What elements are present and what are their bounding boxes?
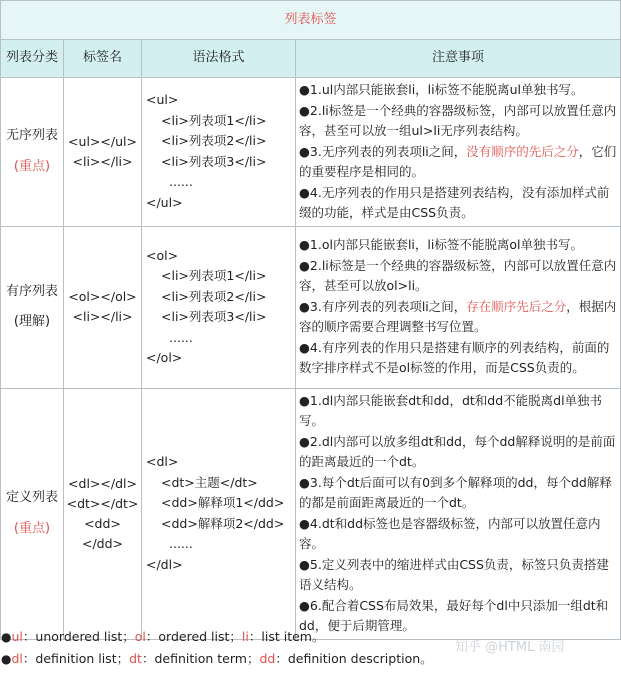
note-item: ●2.dl内部可以放多组dt和dd，每个dd解释说明的是前面的距离最近的一个dt。 bbox=[299, 433, 616, 469]
syntax-line: <ol> bbox=[146, 247, 179, 263]
category-cell bbox=[1, 388, 64, 639]
footnote-line: ●ul：unordered list；ol：ordered list；li：list item。 bbox=[1, 629, 325, 644]
abbr-term: ul bbox=[11, 629, 23, 644]
syntax-line: ...... bbox=[169, 329, 193, 345]
note-item: ●4.无序列表的作用只是搭建列表结构，没有添加样式前缀的功能，样式是由CSS负责。 bbox=[299, 184, 610, 220]
tag-name-cell bbox=[64, 78, 142, 227]
abbr-term: ol bbox=[134, 629, 146, 644]
note-item: ●1.dl内部只能嵌套dt和dd，dt和dd不能脱离dl单独书写。 bbox=[299, 392, 603, 428]
syntax-line: <dl> bbox=[146, 454, 179, 469]
note-item bbox=[299, 142, 617, 183]
note-highlight: 没有顺序的先后之分 bbox=[466, 143, 579, 159]
category-label: 定义列表 bbox=[5, 490, 58, 505]
category-note: (理解) bbox=[13, 314, 51, 329]
table-row bbox=[1, 226, 621, 388]
abbr-definition: definition description。 bbox=[287, 651, 433, 666]
note-item: ●1.ol内部只能嵌套li，li标签不能脱离ol单独书写。 bbox=[299, 237, 583, 253]
watermark: 知乎 @HTML 南园 bbox=[455, 640, 565, 655]
footnote-line: ●dl：definition list；dt：definition term；dd：definition description。 bbox=[1, 651, 433, 666]
notes-cell bbox=[296, 78, 621, 227]
note-highlight: 存在顺序先后之分 bbox=[466, 298, 567, 314]
syntax-cell bbox=[142, 226, 296, 388]
syntax-line: <ul> bbox=[146, 92, 179, 108]
table-header-row bbox=[1, 40, 621, 78]
tag-name: <dd></dd> bbox=[81, 515, 124, 551]
abbr-definition: unordered list； bbox=[35, 629, 135, 644]
note-item: ●4.有序列表的作用只是搭建有顺序的列表结构，前面的数字排序样式不是ol标签的作用，而是CSS负责的。 bbox=[299, 339, 610, 376]
tag-name: <ol></ol> bbox=[68, 289, 137, 304]
syntax-line: <li>列表项3</li> bbox=[161, 153, 267, 169]
tag-name-cell bbox=[64, 388, 142, 639]
category-cell bbox=[1, 78, 64, 227]
category-label: 无序列表 bbox=[5, 128, 58, 144]
category-note: (重点) bbox=[13, 520, 51, 536]
header-syntax: 语法格式 bbox=[142, 40, 296, 78]
abbr-term: dl bbox=[11, 651, 23, 666]
header-category: 列表分类 bbox=[1, 40, 64, 78]
syntax-line: ...... bbox=[169, 174, 193, 190]
tag-name: <li></li> bbox=[72, 153, 133, 169]
tag-name: <dl></dl> bbox=[68, 475, 137, 491]
note-item: ●3.每个dt后面可以有0到多个解释项的dd，每个dd解释的都是前面距离最近的一个dt。 bbox=[299, 474, 612, 510]
tag-name-cell bbox=[64, 226, 142, 388]
notes-cell bbox=[296, 388, 621, 639]
syntax-line: <li>列表项1</li> bbox=[161, 112, 267, 128]
note-item bbox=[299, 297, 617, 338]
note-item: ●5.定义列表中的缩进样式由CSS负责，标签只负责搭建语义结构。 bbox=[299, 556, 609, 592]
tag-name: <li></li> bbox=[72, 309, 133, 324]
syntax-line: </ul> bbox=[146, 194, 183, 210]
abbr-definition: definition list； bbox=[35, 651, 130, 666]
header-tag-name: 标签名 bbox=[64, 40, 142, 78]
note-item: ●2.li标签是一个经典的容器级标签，内部可以放置任意内容，甚至可以放ol>li。 bbox=[299, 257, 617, 294]
syntax-line: <dd>解释项2</dd> bbox=[161, 515, 285, 531]
abbr-definition: list item。 bbox=[261, 629, 325, 644]
syntax-cell bbox=[142, 388, 296, 639]
syntax-line: <dd>解释项1</dd> bbox=[161, 495, 285, 510]
category-cell bbox=[1, 226, 64, 388]
abbr-definition: ordered list； bbox=[158, 629, 242, 644]
syntax-line: </ol> bbox=[146, 350, 183, 365]
syntax-line: <li>列表项2</li> bbox=[161, 288, 267, 304]
notes-cell bbox=[296, 226, 621, 388]
bullet-icon: ● bbox=[1, 652, 12, 666]
note-text: ●3.有序列表的列表项li之间， bbox=[299, 298, 467, 314]
abbr-definition: definition term； bbox=[154, 651, 260, 666]
syntax-line: ...... bbox=[169, 536, 193, 551]
syntax-line: <dt>主题</dt> bbox=[161, 474, 258, 490]
table-title: 列表标签 bbox=[1, 1, 621, 40]
note-item: ●4.dt和dd标签也是容器级标签，内部可以放置任意内容。 bbox=[299, 515, 601, 551]
table-row bbox=[1, 388, 621, 639]
category-label: 有序列表 bbox=[5, 283, 58, 299]
abbr-term: dd bbox=[259, 651, 276, 666]
abbr-term: li bbox=[241, 629, 249, 644]
tag-name: <ul></ul> bbox=[68, 133, 137, 149]
bullet-icon: ● bbox=[1, 630, 12, 644]
note-text: ，它们的重要程序是相同的。 bbox=[299, 143, 617, 179]
note-text: ●3.无序列表的列表项li之间， bbox=[299, 143, 467, 159]
syntax-line: </dl> bbox=[146, 556, 183, 572]
syntax-cell bbox=[142, 78, 296, 227]
syntax-line: <li>列表项1</li> bbox=[161, 268, 267, 283]
note-item: ●2.li标签是一个经典的容器级标签，内部可以放置任意内容，甚至可以放一组ul>li无序列表结构。 bbox=[299, 102, 617, 138]
header-notes: 注意事项 bbox=[296, 40, 621, 78]
abbr-term: dt bbox=[129, 651, 142, 666]
syntax-line: <li>列表项3</li> bbox=[161, 309, 267, 324]
tag-name: <dt></dt> bbox=[66, 495, 139, 511]
category-note: (重点) bbox=[13, 158, 51, 174]
syntax-line: <li>列表项2</li> bbox=[161, 133, 267, 149]
table-title-row bbox=[1, 1, 621, 40]
note-text: ，根据内容的顺序需要合理调整书写位置。 bbox=[299, 298, 617, 335]
note-item: ●6.配合着CSS布局效果，最好每个dl中只添加一组dt和dd，便于后期管理。 bbox=[299, 597, 609, 633]
note-item: ●1.ul内部只能嵌套li，li标签不能脱离ul单独书写。 bbox=[299, 82, 584, 97]
table-row bbox=[1, 78, 621, 227]
